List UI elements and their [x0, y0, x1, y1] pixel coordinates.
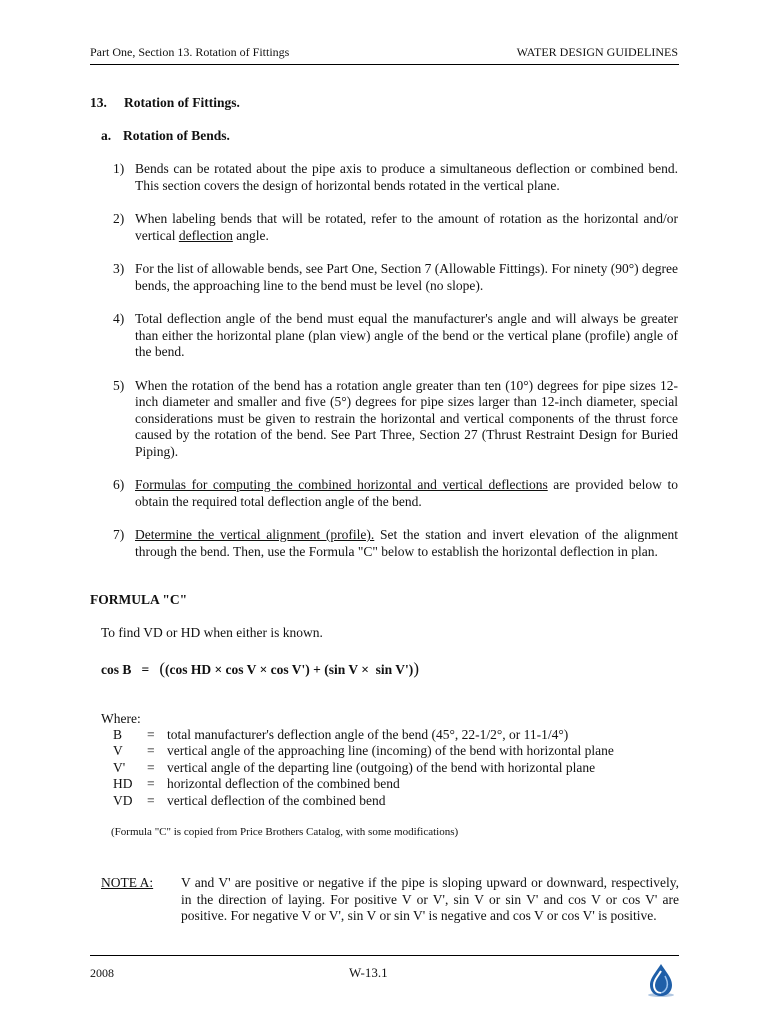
formula-intro: To find VD or HD when either is known. — [101, 625, 323, 640]
list-item — [113, 378, 678, 461]
list-item-underlined-text: Determine the vertical alignment (profile). — [135, 527, 375, 542]
definition-equals: = — [147, 743, 155, 759]
formula-equals: = — [141, 662, 150, 677]
definition-equals: = — [147, 792, 155, 808]
list-item-number: 3) — [113, 261, 125, 276]
definition-text: horizontal deflection of the combined bend — [167, 776, 400, 792]
water-drop-logo-icon — [642, 962, 680, 998]
list-item — [113, 211, 678, 244]
numbered-list — [113, 161, 678, 577]
note-a-label: NOTE A: — [101, 875, 154, 890]
list-item-text-tail: Set the station and invert elevation of the alignment through the bend. Then, use the Formula "C" below to establish the horizontal deflection in plan. — [135, 527, 678, 559]
list-item — [113, 527, 678, 560]
header-rule — [90, 64, 679, 65]
footer-rule — [90, 955, 679, 956]
list-item-text: For the list of allowable bends, see Part One, Section 7 (Allowable Fittings). For ninety (90°) degree bends, the approaching line to the bend must be level (no slope). — [135, 261, 678, 293]
list-item-number: 1) — [113, 161, 125, 176]
list-item-text: Bends can be rotated about the pipe axis to produce a simultaneous deflection or combined bend. This section covers the design of horizontal bends rotated in the vertical plane. — [135, 161, 678, 193]
section-heading — [90, 95, 240, 111]
definition-symbol: V' — [113, 759, 126, 775]
header-section-title: Part One, Section 13. Rotation of Fittings — [90, 45, 290, 59]
source-note: (Formula "C" is copied from Price Brothers Catalog, with some modifications) — [111, 826, 459, 838]
subsection-heading — [101, 128, 230, 144]
list-item-number: 5) — [113, 377, 125, 393]
header-document-title: WATER DESIGN GUIDELINES — [516, 45, 678, 59]
section-title: Rotation of Fittings. — [124, 95, 240, 110]
formula-close-paren: ) — [413, 659, 419, 678]
where-label: Where: — [101, 711, 141, 726]
list-item — [113, 161, 678, 194]
list-item-number: 6) — [113, 477, 125, 492]
definition-text: vertical deflection of the combined bend — [167, 792, 386, 808]
list-item-underlined-text: Formulas for computing the combined horizontal and vertical deflections — [135, 477, 548, 492]
definition-symbol: V — [113, 743, 123, 759]
list-item-number: 7) — [113, 527, 125, 542]
list-item-text-tail: angle. — [232, 227, 269, 243]
list-item-number: 4) — [113, 311, 125, 326]
formula-heading: FORMULA "C" — [90, 592, 188, 607]
definition-equals: = — [147, 776, 155, 792]
list-item-number: 2) — [113, 211, 125, 226]
formula-equation — [101, 659, 419, 679]
list-item — [113, 261, 678, 294]
formula-lhs: cos B — [101, 662, 132, 677]
list-item-underlined-text: deflection — [178, 227, 233, 243]
note-a — [101, 875, 679, 925]
footer-page-number: W-13.1 — [349, 965, 388, 980]
definition-text: total manufacturer's deflection angle of the bend (45°, 22-1/2°, or 11-1/4°) — [167, 727, 569, 742]
definition-symbol: HD — [113, 776, 133, 792]
definition-symbol: B — [113, 727, 123, 742]
formula-open-paren: ( — [159, 659, 165, 678]
definition-equals: = — [147, 727, 155, 742]
definition-symbol: VD — [113, 792, 133, 808]
list-item — [113, 477, 678, 510]
definition-text: vertical angle of the departing line (outgoing) of the bend with horizontal plane — [167, 759, 596, 775]
footer-year: 2008 — [90, 966, 114, 980]
definition-text: vertical angle of the approaching line (incoming) of the bend with horizontal plane — [167, 743, 614, 759]
subsection-number: a. — [101, 128, 112, 143]
definition-equals: = — [147, 759, 155, 775]
page-header — [90, 45, 678, 63]
list-item-text: Total deflection angle of the bend must equal the manufacturer's angle and will always be greater than either the horizontal plane (plan view) angle of the bend or the vertical plane (profile) angle of the bend. — [135, 311, 678, 359]
list-item-text-tail: are provided below to obtain the required total deflection angle of the bend. — [135, 477, 678, 509]
list-item — [113, 311, 678, 361]
formula-expression: (cos HD × cos V × cos V') + (sin V × sin V') — [165, 662, 414, 677]
note-a-text: V and V' are positive or negative if the pipe is sloping upward or downward, respectively, in the direction of laying. For positive V or V', sin V or sin V' and cos V or cos V' are positive. For negative V or V', sin V or sin V' is negative and cos V or cos V' is positive. — [181, 875, 679, 923]
note-a-body — [181, 875, 679, 925]
section-number: 13. — [90, 95, 107, 110]
list-item-text: When the rotation of the bend has a rotation angle greater than ten (10°) degrees for pipe sizes 12-inch diameter and smaller and five (5°) degrees for pipe sizes larger than 12-inch diameter, special considerations must be given to restrain the horizontal and vertical components of the thrust force caused by the rotation of the bend. See Part Three, Section 27 (Thrust Restraint Design for Buried Piping). — [135, 377, 678, 459]
subsection-title: Rotation of Bends. — [123, 128, 230, 143]
list-item-text: When labeling bends that will be rotated, refer to the amount of rotation as the horizontal and/or vertical — [135, 211, 678, 243]
